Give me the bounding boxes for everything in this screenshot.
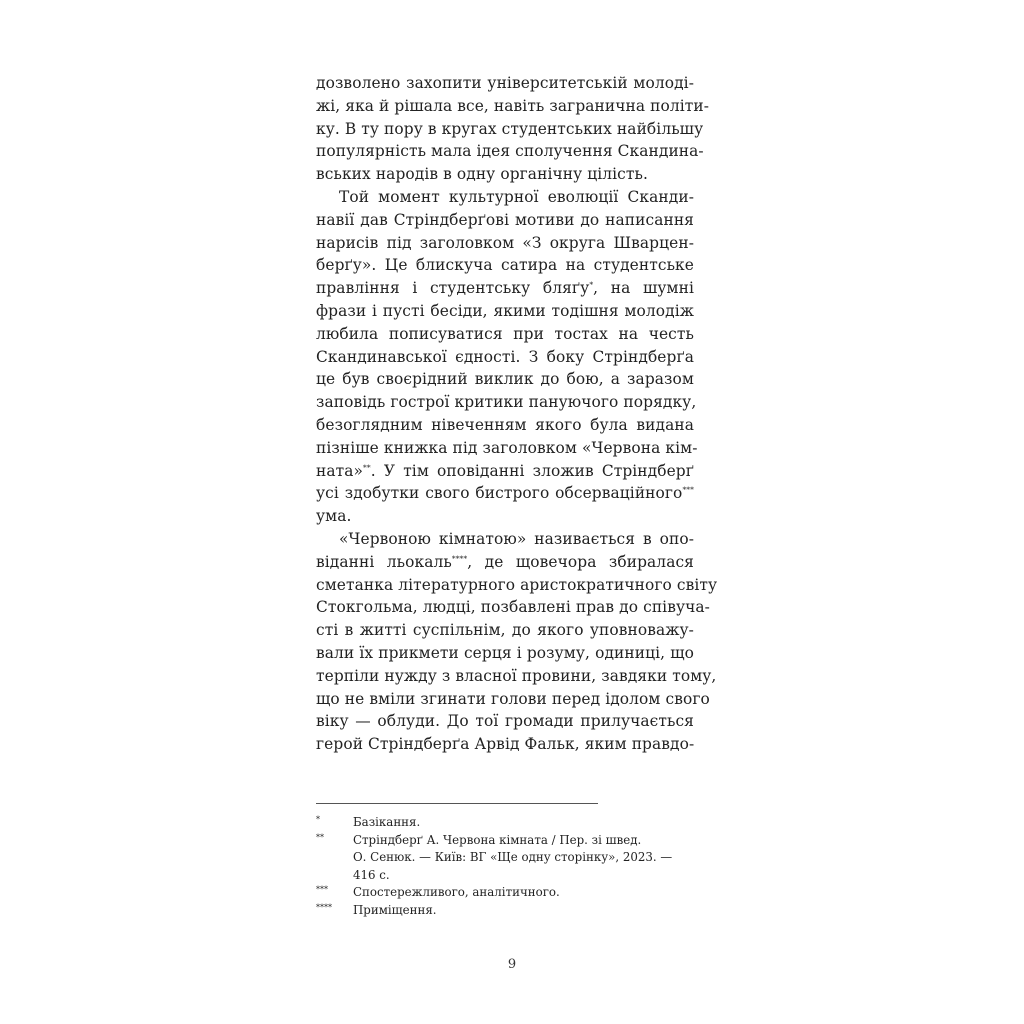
body-line: «Червоною кімнатою» називається в опо- bbox=[339, 529, 694, 548]
body-line: ната»**. У тім оповіданні зложив Стріндберґ bbox=[316, 461, 694, 480]
footnote-reference: * bbox=[589, 280, 594, 290]
page-number: 9 bbox=[507, 957, 517, 972]
footnote-reference: *** bbox=[682, 485, 694, 495]
body-line: безоглядним нівеченням якого була видана bbox=[316, 415, 694, 434]
footnote-mark: **** bbox=[316, 902, 332, 912]
body-line: навії дав Стріндберґові мотиви до написання bbox=[316, 210, 694, 229]
footnote-mark: ** bbox=[316, 832, 324, 842]
body-line: герой Стріндберґа Арвід Фальк, яким правдо- bbox=[316, 735, 695, 754]
footnote-divider bbox=[316, 803, 598, 804]
body-line: сті в житті суспільнім, до якого уповноважу- bbox=[316, 621, 694, 640]
body-line: ку. В ту пору в кругах студентських найбільшу bbox=[316, 119, 704, 138]
body-line: Той момент культурної еволюції Сканди- bbox=[339, 187, 694, 206]
footnote bbox=[316, 832, 696, 885]
body-line: фрази і пусті бесіди, якими тодішня молодіж bbox=[316, 301, 694, 320]
body-line: берґу». Це блискуча сатира на студентське bbox=[316, 256, 694, 275]
body-line: сметанка літературного аристократичного світу bbox=[316, 575, 718, 594]
body-line: усі здобутки свого бистрого обсерваційного*** bbox=[316, 484, 694, 503]
body-line: правління і студентську бляґу*, на шумні bbox=[316, 279, 694, 298]
footnote-mark: *** bbox=[316, 885, 328, 895]
body-line: що не вміли згинати голови перед ідолом свого bbox=[316, 689, 710, 708]
body-line: Скандинавської єдності. З боку Стріндберґа bbox=[316, 347, 694, 366]
footnotes bbox=[316, 814, 696, 920]
footnote-text: Приміщення. bbox=[353, 902, 437, 917]
body-line: терпіли нужду з власної провини, завдяки тому, bbox=[316, 666, 717, 685]
body-line: Стокгольма, людці, позбавлені прав до співуча- bbox=[316, 598, 710, 617]
footnote bbox=[316, 884, 696, 902]
footnote bbox=[316, 814, 696, 832]
body-line: жі, яка й рішала все, навіть загранична політи- bbox=[316, 96, 710, 115]
body-line: вських народів в одну органічну цілість. bbox=[316, 165, 648, 184]
body-line: віданні льокаль****, де щовечора збиралася bbox=[316, 552, 694, 571]
footnote bbox=[316, 902, 696, 920]
footnote-text: О. Сенюк. — Київ: ВГ «Ще одну сторінку», 2023. — bbox=[353, 850, 673, 865]
footnote-text: Базікання. bbox=[353, 815, 421, 829]
footnote-text: Стріндберґ А. Червона кімната / Пер. зі швед. bbox=[353, 832, 642, 847]
body-text bbox=[316, 72, 718, 756]
body-line: заповідь гострої критики пануючого порядку, bbox=[316, 393, 697, 412]
footnote-mark: * bbox=[316, 815, 320, 824]
body-line: популярність мала ідея сполучення Скандина- bbox=[316, 142, 704, 161]
body-line: це був своєрідний виклик до бою, а заразом bbox=[316, 370, 694, 389]
body-line: пізніше книжка під заголовком «Червона кім- bbox=[316, 438, 698, 457]
footnote-reference: ** bbox=[363, 462, 371, 472]
body-line: нарисів під заголовком «З округа Шварцен- bbox=[316, 233, 694, 252]
footnote-text: Спостережливого, аналітичного. bbox=[353, 885, 560, 900]
body-line: ума. bbox=[316, 507, 352, 526]
body-line: віку — облуди. До тої громади прилучається bbox=[316, 712, 694, 731]
footnote-text: 416 с. bbox=[353, 867, 390, 882]
body-line: любила пописуватися при тостах на честь bbox=[316, 324, 694, 343]
body-line: дозволено захопити університетській молоді- bbox=[316, 74, 694, 92]
footnote-reference: **** bbox=[451, 553, 468, 563]
body-line: вали їх прикмети серця і розуму, одиниці, що bbox=[316, 643, 694, 662]
